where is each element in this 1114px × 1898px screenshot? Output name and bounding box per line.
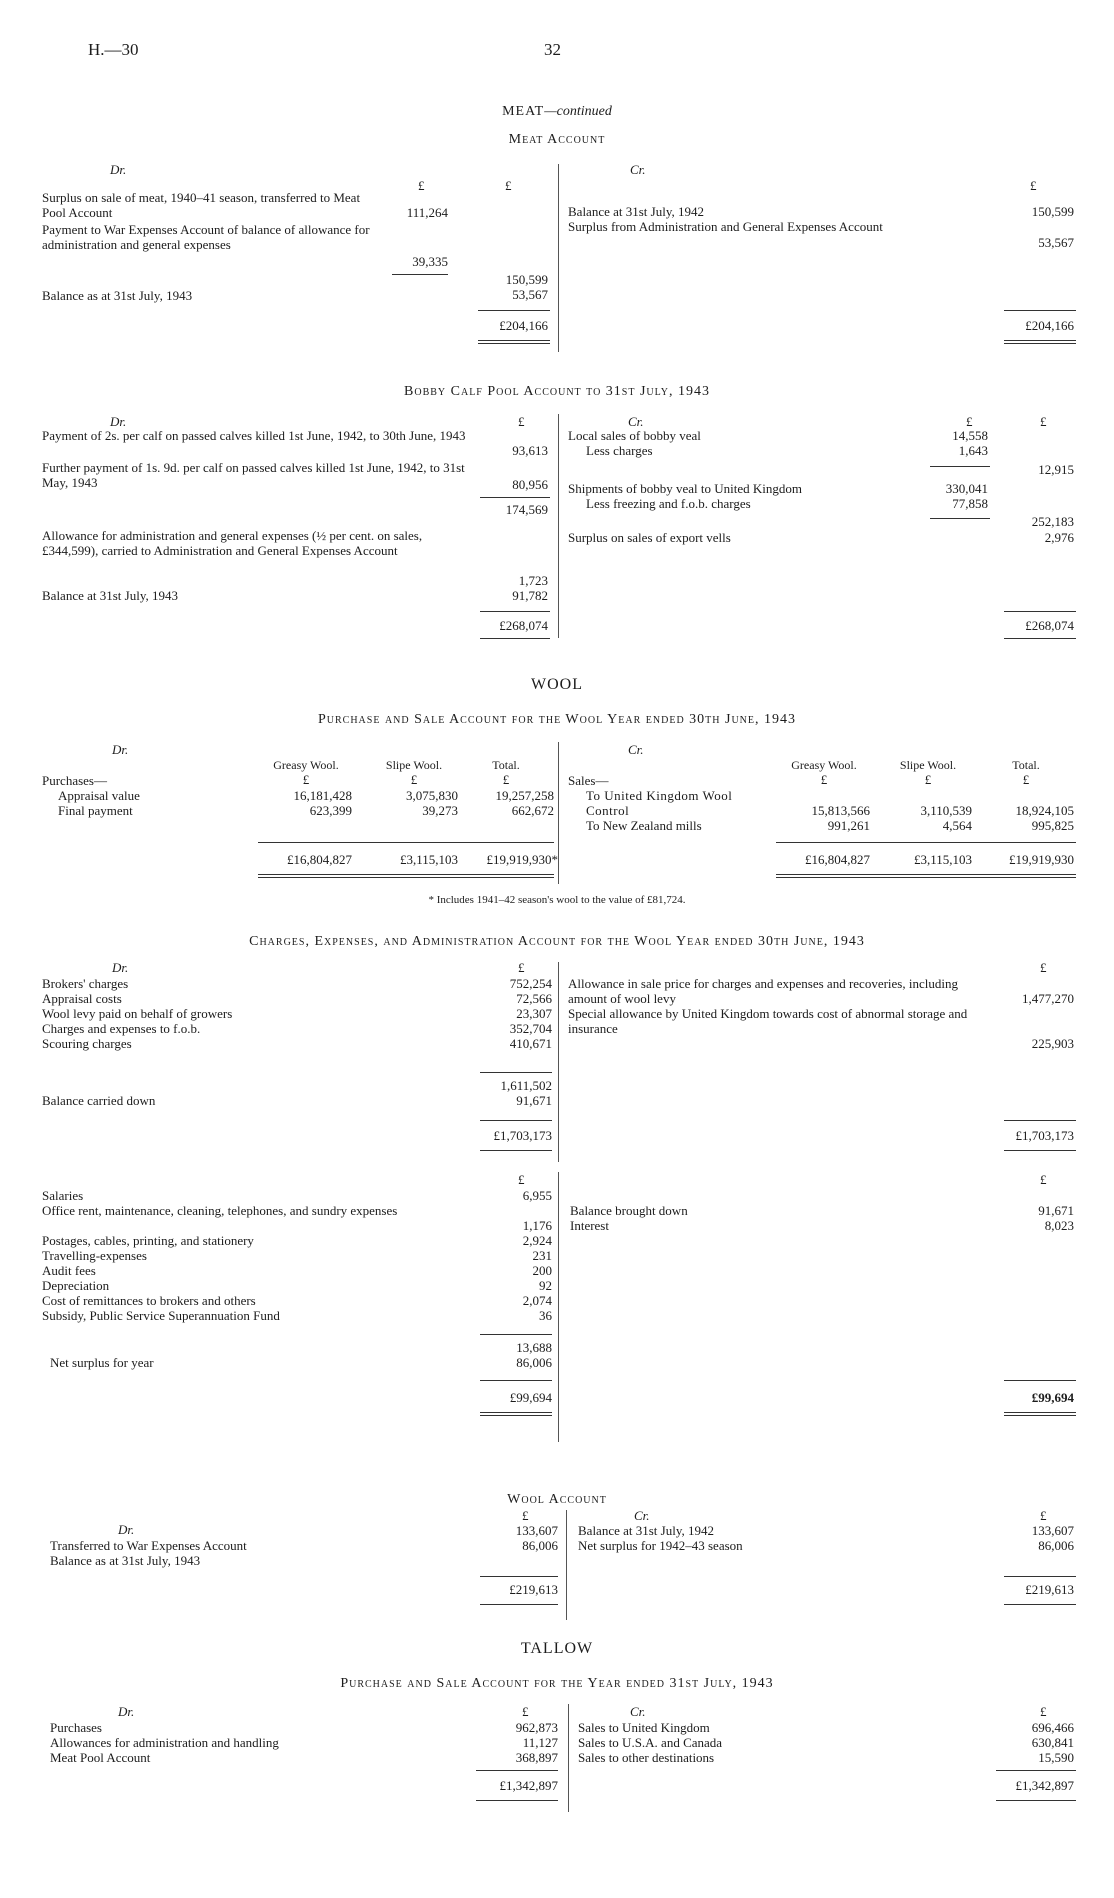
page-reference: H.—30: [88, 40, 139, 59]
wool-account-dr-2-amount: 86,006: [522, 1538, 558, 1553]
wool-cr-row-2-total: 995,825: [1031, 818, 1074, 833]
tallow-rule-2: [476, 1800, 558, 1801]
bobby-cr-item-1-sub: 14,558: [952, 428, 988, 443]
bobby-cr-item-5-amount: 2,976: [1044, 530, 1074, 545]
wool-account-rule-1: [480, 1576, 558, 1577]
bobby-cr-item-4-amount: 252,183: [1031, 514, 1074, 529]
bobby-rule-7: [1004, 638, 1076, 639]
meat-heading: MEAT—continued: [502, 104, 612, 119]
charges-dr-a-balance-amount: 91,671: [516, 1093, 552, 1108]
meat-rule-4: [478, 343, 550, 344]
bobby-cr-pound-1: £: [966, 414, 973, 429]
charges-rule-2: [480, 1120, 552, 1121]
wool-footnote: * Includes 1941–42 season's wool to the value of £81,724.: [428, 894, 686, 906]
charges-dr-b-3: Postages, cables, printing, and stationery: [42, 1233, 254, 1248]
charges-dr-b-1-amount: 6,955: [522, 1188, 552, 1203]
wool-cr-pound-3: £: [1022, 772, 1030, 787]
bobby-dr-item-3-amount: 1,723: [518, 573, 548, 588]
bobby-rule-5: [930, 518, 990, 519]
charges-rule-6: [480, 1334, 552, 1335]
wool-dr-row-2-total: 662,672: [511, 803, 554, 818]
meat-cr-item-2: Surplus from Administration and General Expenses Account: [568, 219, 883, 234]
wool-cr-label: Cr.: [628, 742, 644, 757]
charges-dr-a-balance: Balance carried down: [42, 1093, 156, 1108]
charges-dr-b-6: Depreciation: [42, 1278, 110, 1293]
wool-heading: WOOL: [531, 676, 583, 693]
bobby-cr-item-2: Less charges: [586, 443, 653, 458]
charges-rule-12: [1004, 1415, 1076, 1416]
wool-account-dr-2: Balance as at 31st July, 1943: [50, 1553, 201, 1568]
meat-rule-2: [478, 310, 550, 311]
wool-dr-row-2-label: Final payment: [58, 803, 133, 818]
wool-dr-group: Purchases—: [42, 773, 107, 788]
bobby-cr-item-3: Shipments of bobby veal to United Kingdom: [568, 481, 802, 496]
meat-dr-total: £204,166: [499, 318, 548, 333]
bobby-dr-item-4: Balance at 31st July, 1943: [42, 588, 178, 603]
bobby-cr-item-2-amount: 12,915: [1038, 462, 1074, 477]
charges-dr-pound: £: [518, 960, 525, 975]
tallow-heading: TALLOW: [520, 1640, 594, 1657]
charges-cr-a-2-amount: 225,903: [1031, 1036, 1074, 1051]
wool-rule-1: [258, 842, 554, 843]
charges-cr-a-1: Allowance in sale price for charges and expenses and recoveries, including amount of wool levy: [568, 976, 958, 1006]
charges-rule-8: [480, 1412, 552, 1413]
wool-dr-pound-3: £: [502, 772, 510, 787]
bobby-cr-label: Cr.: [628, 414, 644, 429]
wool-cr-pound-2: £: [924, 772, 932, 787]
bobby-cr-item-4-sub: 77,858: [952, 496, 988, 511]
meat-cr-pound: £: [1030, 178, 1037, 193]
bobby-cr-item-3-sub: 330,041: [945, 481, 988, 496]
wool-account-cr-pound: £: [1040, 1508, 1047, 1523]
meat-cr-item-2-amount: 53,567: [1038, 235, 1074, 250]
bobby-dr-total: £268,074: [499, 618, 548, 633]
meat-dr-pound-1: £: [418, 178, 425, 193]
bobby-rule-1: [480, 497, 550, 498]
page-number: 32: [544, 40, 561, 59]
tallow-cr-label: Cr.: [630, 1704, 646, 1719]
wool-rule-5: [776, 874, 1076, 875]
bobby-rule-3: [480, 638, 550, 639]
tallow-dr-3-amount: 368,897: [515, 1750, 558, 1765]
meat-rule-6: [1004, 340, 1076, 341]
meat-rule-1: [392, 274, 448, 275]
meat-cr-item-1-amount: 150,599: [1031, 204, 1074, 219]
bobby-rule-4: [930, 466, 990, 467]
wool-account-dr-total: £219,613: [509, 1582, 558, 1597]
tallow-divider: [568, 1704, 569, 1812]
charges-dr-a-2: Appraisal costs: [42, 991, 122, 1006]
wool-dr-pound-1: £: [302, 772, 310, 787]
bobby-rule-2: [480, 611, 550, 612]
tallow-dr-label: Dr.: [118, 1704, 135, 1719]
tallow-dr-2-amount: 11,127: [522, 1735, 558, 1750]
meat-dr-item-2: Payment to War Expenses Account of balance of allowance for administration and general expenses: [42, 222, 370, 252]
wool-dr-row-1-greasy: 16,181,428: [293, 788, 352, 803]
wool-account-rule-3: [1004, 1576, 1076, 1577]
charges-dr-b-surplus-amount: 86,006: [516, 1355, 552, 1370]
charges-dr-b-5-amount: 200: [532, 1263, 552, 1278]
charges-cr-pound: £: [1040, 960, 1047, 975]
charges-rule-9: [480, 1415, 552, 1416]
charges-divider-b: [558, 1172, 559, 1442]
wool-rule-3: [258, 877, 554, 878]
wool-dr-pound-2: £: [410, 772, 418, 787]
tallow-dr-1: Purchases: [50, 1720, 102, 1735]
bobby-cr-item-4: Less freezing and f.o.b. charges: [586, 496, 751, 511]
charges-cr-b-total: £99,694: [1031, 1390, 1074, 1405]
meat-dr-item-1: Surplus on sale of meat, 1940–41 season, transferred to Meat Pool Account: [42, 190, 361, 220]
meat-dr-item-3-amount: 53,567: [512, 287, 548, 302]
tallow-rule-1: [476, 1770, 558, 1771]
bobby-divider: [558, 414, 559, 638]
meat-dr-label: Dr.: [110, 162, 127, 177]
tallow-dr-3: Meat Pool Account: [50, 1750, 151, 1765]
wool-cr-row-2-label: To New Zealand mills: [586, 818, 702, 833]
charges-b-dr-pound: £: [518, 1172, 525, 1187]
wool-account-cr-total: £219,613: [1025, 1582, 1074, 1597]
charges-rule-4: [1004, 1120, 1076, 1121]
charges-rule-11: [1004, 1412, 1076, 1413]
wool-dr-row-2-greasy: 623,399: [309, 803, 352, 818]
wool-dr-row-1-label: Appraisal value: [58, 788, 140, 803]
tallow-cr-pound: £: [1040, 1704, 1047, 1719]
wool-dr-total-greasy: £16,804,827: [287, 852, 352, 867]
charges-dr-a-total: £1,703,173: [493, 1128, 552, 1143]
wool-rule-2: [258, 874, 554, 875]
wool-account-cr-2: Net surplus for 1942–43 season: [578, 1538, 743, 1553]
wool-account-dr-1-amount: 133,607: [515, 1523, 558, 1538]
tallow-cr-2: Sales to U.S.A. and Canada: [578, 1735, 723, 1750]
wool-cr-col-total: Total.: [1012, 758, 1040, 772]
wool-dr-col-slipe: Slipe Wool.: [385, 758, 443, 772]
tallow-rule-4: [996, 1800, 1076, 1801]
tallow-cr-3-amount: 15,590: [1038, 1750, 1074, 1765]
bobby-dr-item-1-amount: 93,613: [512, 443, 548, 458]
wool-dr-col-greasy: Greasy Wool.: [273, 758, 339, 772]
wool-rule-4: [776, 842, 1076, 843]
charges-cr-a-2: Special allowance by United Kingdom towards cost of abnormal storage and insurance: [568, 1006, 968, 1036]
wool-cr-row-2-slipe: 4,564: [942, 818, 972, 833]
charges-dr-b-surplus: Net surplus for year: [50, 1355, 154, 1370]
tallow-cr-2-amount: 630,841: [1031, 1735, 1074, 1750]
wool-dr-total-slipe: £3,115,103: [399, 852, 458, 867]
charges-title: Charges, Expenses, and Administration Account for the Wool Year ended 30th June, 1943: [249, 934, 865, 949]
charges-dr-a-3: Wool levy paid on behalf of growers: [42, 1006, 233, 1021]
bobby-cr-pound-2: £: [1040, 414, 1047, 429]
charges-b-cr-pound: £: [1040, 1172, 1047, 1187]
charges-dr-a-1: Brokers' charges: [42, 976, 129, 991]
charges-cr-b-2-amount: 8,023: [1044, 1218, 1074, 1233]
wool-account-rule-2: [480, 1604, 558, 1605]
charges-rule-1: [480, 1072, 552, 1073]
wool-purchase-divider: [558, 742, 559, 884]
wool-account-rule-4: [1004, 1604, 1076, 1605]
charges-dr-b-4: Travelling-expenses: [42, 1248, 147, 1263]
wool-cr-group: Sales—: [568, 773, 609, 788]
meat-cr-total: £204,166: [1025, 318, 1074, 333]
meat-dr-item-1-sub: 111,264: [406, 205, 448, 220]
wool-cr-total-total: £19,919,930: [1009, 852, 1074, 867]
wool-cr-col-greasy: Greasy Wool.: [791, 758, 857, 772]
charges-dr-a-2-amount: 72,566: [516, 991, 552, 1006]
charges-dr-b-total: £99,694: [509, 1390, 552, 1405]
bobby-dr-item-1: Payment of 2s. per calf on passed calves killed 1st June, 1942, to 30th June, 1943: [42, 428, 466, 443]
bobby-cr-total: £268,074: [1025, 618, 1074, 633]
wool-cr-total-greasy: £16,804,827: [805, 852, 870, 867]
tallow-rule-3: [996, 1770, 1076, 1771]
wool-cr-row-2-greasy: 991,261: [827, 818, 870, 833]
wool-account-dr-1: Transferred to War Expenses Account: [50, 1538, 247, 1553]
bobby-dr-label: Dr.: [110, 414, 127, 429]
meat-cr-item-1: Balance at 31st July, 1942: [568, 204, 704, 219]
wool-account-cr-1: Balance at 31st July, 1942: [578, 1523, 714, 1538]
charges-rule-5: [1004, 1150, 1076, 1151]
meat-rule-5: [1004, 310, 1076, 311]
charges-dr-a-3-amount: 23,307: [516, 1006, 552, 1021]
bobby-dr-item-2: Further payment of 1s. 9d. per calf on passed calves killed 1st June, 1942, to 31st May, 1943: [42, 460, 465, 490]
wool-account-cr-label: Cr.: [634, 1508, 650, 1523]
charges-dr-a-5-amount: 410,671: [509, 1036, 552, 1051]
wool-cr-row-1-greasy: 15,813,566: [811, 803, 870, 818]
charges-cr-b-1: Balance brought down: [570, 1203, 688, 1218]
meat-cr-label: Cr.: [630, 162, 646, 177]
tallow-dr-2: Allowances for administration and handling: [50, 1735, 279, 1750]
charges-cr-a-total: £1,703,173: [1015, 1128, 1074, 1143]
wool-dr-total-total: £19,919,930*: [486, 852, 558, 867]
meat-dr-pound-2: £: [505, 178, 512, 193]
charges-dr-a-4-amount: 352,704: [509, 1021, 552, 1036]
wool-dr-row-1-slipe: 3,075,830: [406, 788, 458, 803]
wool-cr-row-1-label: To United Kingdom Wool Control: [586, 788, 733, 818]
meat-account-title: Meat Account: [508, 132, 606, 147]
charges-dr-b-2: Office rent, maintenance, cleaning, telephones, and sundry expenses: [42, 1203, 398, 1218]
meat-divider: [558, 164, 559, 352]
tallow-cr-1: Sales to United Kingdom: [578, 1720, 710, 1735]
meat-dr-item-3: Balance as at 31st July, 1943: [42, 288, 193, 303]
wool-dr-label: Dr.: [112, 742, 129, 757]
charges-rule-3: [480, 1150, 552, 1151]
charges-dr-b-subtotal: 13,688: [516, 1340, 552, 1355]
tallow-dr-total: £1,342,897: [499, 1778, 558, 1793]
bobby-cr-item-2-sub: 1,643: [958, 443, 988, 458]
wool-account-cr-1-amount: 133,607: [1031, 1523, 1074, 1538]
meat-dr-subtotal: 150,599: [505, 272, 548, 287]
charges-dr-b-4-amount: 231: [532, 1248, 552, 1263]
charges-dr-a-5: Scouring charges: [42, 1036, 132, 1051]
charges-dr-a-1-amount: 752,254: [509, 976, 552, 991]
charges-rule-10: [1004, 1380, 1076, 1381]
charges-dr-b-8: Subsidy, Public Service Superannuation Fund: [42, 1308, 280, 1323]
bobby-dr-subtotal: 174,569: [505, 502, 548, 517]
charges-dr-b-7-amount: 2,074: [522, 1293, 552, 1308]
meat-rule-3: [478, 340, 550, 341]
bobby-dr-pound: £: [518, 414, 525, 429]
charges-dr-label: Dr.: [112, 960, 129, 975]
wool-account-cr-2-amount: 86,006: [1038, 1538, 1074, 1553]
wool-dr-row-1-total: 19,257,258: [495, 788, 554, 803]
charges-dr-b-5: Audit fees: [42, 1263, 96, 1278]
wool-account-divider: [566, 1510, 567, 1620]
charges-dr-b-8-amount: 36: [539, 1308, 552, 1323]
charges-divider-a: [558, 962, 559, 1162]
tallow-cr-3: Sales to other destinations: [578, 1750, 715, 1765]
bobby-rule-6: [1004, 611, 1076, 612]
bobby-cr-item-1: Local sales of bobby veal: [568, 428, 701, 443]
bobby-dr-item-4-amount: 91,782: [512, 588, 548, 603]
bobby-calf-title: Bobby Calf Pool Account to 31st July, 1943: [404, 384, 710, 399]
bobby-dr-item-2-amount: 80,956: [512, 477, 548, 492]
tallow-cr-total: £1,342,897: [1015, 1778, 1074, 1793]
wool-dr-col-total: Total.: [492, 758, 520, 772]
wool-cr-total-slipe: £3,115,103: [913, 852, 972, 867]
charges-dr-b-7: Cost of remittances to brokers and others: [42, 1293, 256, 1308]
wool-purchase-title: Purchase and Sale Account for the Wool Year ended 30th June, 1943: [317, 712, 796, 727]
charges-dr-a-subtotal: 1,611,502: [500, 1078, 552, 1093]
charges-dr-b-2-amount: 1,176: [522, 1218, 552, 1233]
wool-account-title: Wool Account: [507, 1492, 607, 1507]
wool-dr-row-2-slipe: 39,273: [422, 803, 458, 818]
charges-dr-b-3-amount: 2,924: [522, 1233, 552, 1248]
wool-account-dr-label: Dr.: [118, 1522, 135, 1537]
wool-cr-row-1-total: 18,924,105: [1015, 803, 1074, 818]
tallow-dr-1-amount: 962,873: [515, 1720, 558, 1735]
charges-rule-7: [480, 1380, 552, 1381]
wool-rule-6: [776, 877, 1076, 878]
meat-rule-7: [1004, 343, 1076, 344]
tallow-title: Purchase and Sale Account for the Year ended 31st July, 1943: [340, 1676, 774, 1691]
charges-dr-b-1: Salaries: [42, 1188, 84, 1203]
charges-cr-b-2: Interest: [570, 1218, 609, 1233]
wool-cr-row-1-slipe: 3,110,539: [920, 803, 972, 818]
bobby-cr-item-5: Surplus on sales of export vells: [568, 530, 731, 545]
wool-cr-pound-1: £: [820, 772, 828, 787]
tallow-dr-pound: £: [522, 1704, 529, 1719]
tallow-cr-1-amount: 696,466: [1031, 1720, 1074, 1735]
charges-cr-b-1-amount: 91,671: [1038, 1203, 1074, 1218]
wool-cr-col-slipe: Slipe Wool.: [899, 758, 957, 772]
charges-dr-a-4: Charges and expenses to f.o.b.: [42, 1021, 201, 1036]
meat-dr-item-2-sub: 39,335: [412, 254, 448, 269]
bobby-dr-item-3: Allowance for administration and general expenses (½ per cent. on sales, £344,599), carried to Administration and General Expenses Account: [42, 528, 423, 558]
charges-dr-b-6-amount: 92: [539, 1278, 552, 1293]
charges-cr-a-1-amount: 1,477,270: [1022, 991, 1074, 1006]
wool-account-dr-pound: £: [522, 1508, 529, 1523]
